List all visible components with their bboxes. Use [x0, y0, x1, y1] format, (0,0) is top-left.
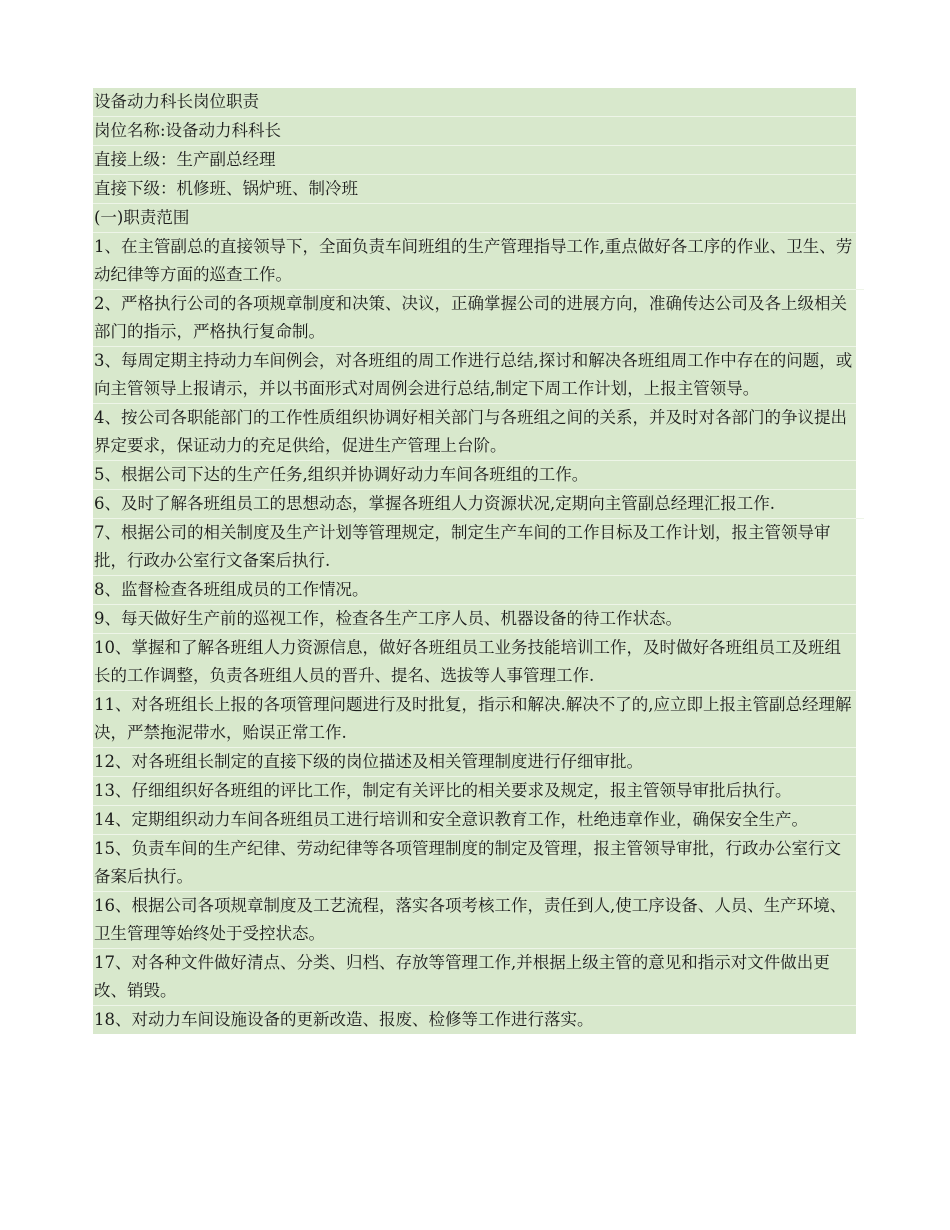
duty-item-17: 17、对各种文件做好清点、分类、归档、存放等管理工作,并根据上级主管的意见和指示对文件做出更改、销毁。 — [93, 949, 856, 1006]
duty-item-6: 6、及时了解各班组员工的思想动态，掌握各班组人力资源状况,定期向主管副总经理汇报工作. — [93, 490, 864, 519]
duty-item-15: 15、负责车间的生产纪律、劳动纪律等各项管理制度的制定及管理，报主管领导审批，行政办公室行文备案后执行。 — [93, 835, 856, 892]
duty-item-14: 14、定期组织动力车间各班组员工进行培训和安全意识教育工作，杜绝违章作业，确保安全生产。 — [93, 806, 856, 835]
duty-item-18: 18、对动力车间设施设备的更新改造、报废、检修等工作进行落实。 — [94, 1010, 594, 1029]
duty-item-2: 2、严格执行公司的各项规章制度和决策、决议，正确掌握公司的进展方向，准确传达公司及各上级相关部门的指示，严格执行复命制。 — [93, 290, 856, 347]
duty-item-9: 9、每天做好生产前的巡视工作，检查各生产工序人员、机器设备的待工作状态。 — [93, 605, 856, 634]
duty-item-11: 11、对各班组长上报的各项管理问题进行及时批复，指示和解决.解决不了的,应立即上报主管副总经理解决，严禁拖泥带水，贻误正常工作. — [93, 691, 856, 748]
duty-item-12: 12、对各班组长制定的直接下级的岗位描述及相关管理制度进行仔细审批。 — [93, 748, 856, 777]
duty-item-10: 10、掌握和了解各班组人力资源信息，做好各班组员工业务技能培训工作，及时做好各班组员工及班组长的工作调整，负责各班组人员的晋升、提名、选拔等人事管理工作. — [93, 634, 856, 691]
duty-item-1: 1、在主管副总的直接领导下，全面负责车间班组的生产管理指导工作,重点做好各工序的作业、卫生、劳动纪律等方面的巡查工作。 — [93, 233, 864, 290]
document-title: 设备动力科长岗位职责 — [93, 88, 856, 117]
duty-item-5: 5、根据公司下达的生产任务,组织并协调好动力车间各班组的工作。 — [93, 461, 856, 490]
position-name: 岗位名称:设备动力科科长 — [93, 117, 856, 146]
section-heading: (一)职责范围 — [93, 204, 856, 233]
duty-item-3: 3、每周定期主持动力车间例会，对各班组的周工作进行总结,探讨和解决各班组周工作中存在的问题，或向主管领导上报请示，并以书面形式对周例会进行总结,制定下周工作计划，上报主管领导。 — [93, 347, 856, 404]
duty-item-8: 8、监督检查各班组成员的工作情况。 — [93, 576, 856, 605]
duty-item-16: 16、根据公司各项规章制度及工艺流程，落实各项考核工作，责任到人,使工序设备、人员、生产环境、卫生管理等始终处于受控状态。 — [93, 892, 856, 949]
direct-superior: 直接上级：生产副总经理 — [93, 146, 856, 175]
direct-subordinates: 直接下级：机修班、锅炉班、制冷班 — [93, 175, 856, 204]
duty-item-7: 7、根据公司的相关制度及生产计划等管理规定，制定生产车间的工作目标及工作计划，报主管领导审批，行政办公室行文备案后执行. — [93, 519, 856, 576]
document-body — [93, 88, 856, 1034]
duty-item-4: 4、按公司各职能部门的工作性质组织协调好相关部门与各班组之间的关系，并及时对各部门的争议提出界定要求，保证动力的充足供给，促进生产管理上台阶。 — [93, 404, 856, 461]
duty-item-13: 13、仔细组织好各班组的评比工作，制定有关评比的相关要求及规定，报主管领导审批后执行。 — [93, 777, 856, 806]
